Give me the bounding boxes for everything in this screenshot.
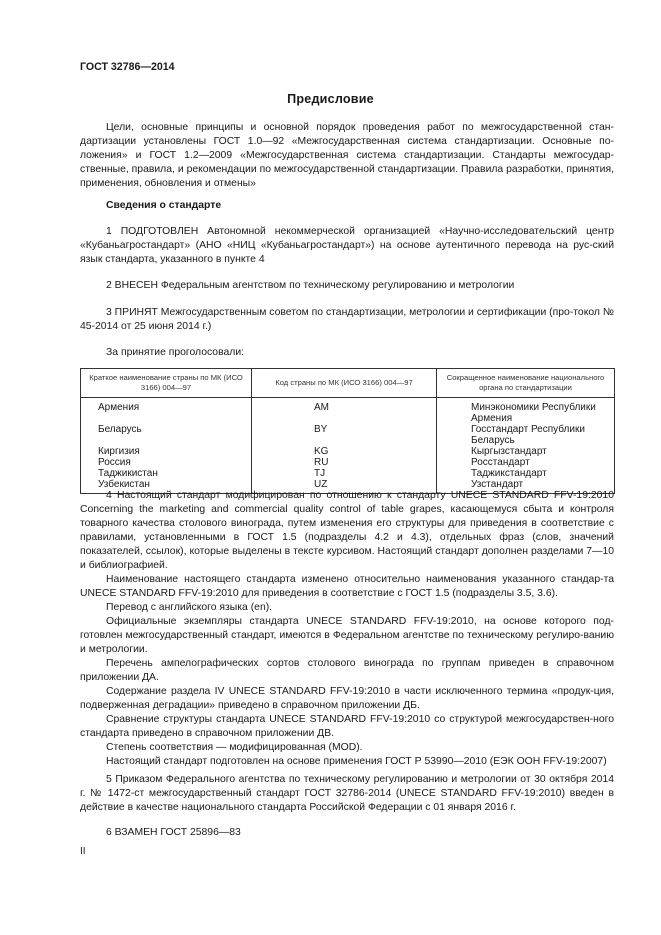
code-cell: AM (252, 398, 437, 425)
item-4-block (80, 489, 614, 769)
body-cell: Минэкономики Республики Армения (437, 398, 615, 425)
table-row (81, 424, 615, 446)
item-4-paragraph: Настоящий стандарт подготовлен на основе применения ГОСТ Р 53990—2010 (ЕЭК ООН FFV-19:2007) (106, 756, 607, 767)
intro-paragraph: Цели, основные принципы и основной порядок проведения работ по межгосударственной стан-дартизации установлены ГОСТ 1.0—92 «Межгосударственная система стандартизации. Основные по-ложения» и ГОСТ 1.2—2009 «Межгосударственная система стандартизации. Стандарты межгосудар-ственные, правила, и рекомендации по межгосударственной стандартизации. Правила разработки, принятия, применения, обновления и отмены» (80, 122, 614, 189)
voted-label: За принятие проголосовали: (106, 347, 245, 358)
item-4-paragraph: Официальные экземпляры стандарта UNECE STANDARD FFV-19:2010, на основе которого под-готовлен межгосударственный стандарт, имеются в Федеральном агентстве по техническому регулиро-ванию и метрологии. (80, 616, 614, 655)
item-4-paragraph: Перевод с английского языка (en). (106, 602, 273, 613)
country-cell: Россия (81, 457, 252, 468)
body-cell: Кыргызстандарт (437, 446, 615, 457)
body-cell: Госстандарт Республики Беларусь (437, 424, 615, 446)
code-cell: BY (252, 424, 437, 446)
intro-block (80, 121, 614, 191)
country-cell: Узбекистан (81, 479, 252, 494)
table-row (81, 398, 615, 425)
country-cell: Армения (81, 398, 252, 425)
item-2-paragraph: 2 ВНЕСЕН Федеральным агентством по техническому регулированию и метрологии (106, 280, 515, 291)
table-row (81, 468, 615, 479)
voted-block (80, 346, 614, 360)
body-cell: Таджикстандарт (437, 468, 615, 479)
item-5-paragraph: 5 Приказом Федерального агентства по техническому регулированию и метрологии от 30 октября 2014 г. № 1472-ст межгосударственный стандарт ГОСТ 32786-2014 (UNECE STANDARD FFV-19:2010) введен в действие в качестве национального стандарта Российской Федерации с 01 января 2016 г. (80, 774, 614, 813)
code-cell: UZ (252, 479, 437, 494)
country-cell: Таджикистан (81, 468, 252, 479)
body-cell: Узстандарт (437, 479, 615, 494)
page-number: II (80, 846, 86, 857)
item-4-paragraph: Содержание раздела IV UNECE STANDARD FFV-19:2010 в части исключенного термина «продук-ция, подверженная деградации» приведено в справочном приложении ДБ. (80, 686, 614, 711)
table-header-code: Код страны по МК (ИСО 3166) 004—97 (252, 369, 437, 398)
section-heading-block (80, 199, 614, 213)
item-5-block (80, 773, 614, 815)
page-title: Предисловие (287, 92, 374, 106)
item-4-paragraph: Наименование настоящего стандарта изменено относительно наименования указанного стандар-та UNECE STANDARD FFV-19:2010 для приведения в соответствие с ГОСТ 1.5 (подразделы 3.5, 3.6). (80, 574, 614, 599)
item-1-block (80, 225, 614, 267)
table-header-country: Краткое наименование страны по МК (ИСО 3166) 004—97 (81, 369, 252, 398)
table-row (81, 457, 615, 468)
code-cell: RU (252, 457, 437, 468)
body-cell: Росстандарт (437, 457, 615, 468)
item-2-block (80, 279, 614, 293)
code-cell: TJ (252, 468, 437, 479)
item-1-paragraph: 1 ПОДГОТОВЛЕН Автономной некоммерческой организацией «Научно-исследовательский центр «Кубаньагростандарт» (АНО «НИЦ «Кубаньагростандарт») на основе аутентичного перевода на рус-ский язык стандарта, указанного в пункте 4 (80, 226, 614, 265)
item-4-paragraph: 4 Настоящий стандарт модифицирован по отношению к стандарту UNECE STANDARD FFV-19:2010 Concerning the marketing and commercial quality control of table grapes, касающемуся сбыта и контроля товарного качества столового винограда, путем изменения его структуры для приведения в соответствие с правилами, установленными в ГОСТ 1.5 (подразделы 4.2 и 4.3), отдельных фраз (слов, значений показателей, ссылок), которые выделены в тексте курсивом. Настоящий стандарт дополнен разделами 7—10 и библиографией. (80, 490, 614, 571)
code-cell: KG (252, 446, 437, 457)
table-header-body: Сокращенное наименование национального органа по стандартизации (437, 369, 615, 398)
item-4-paragraph: Сравнение структуры стандарта UNECE STANDARD FFV-19:2010 со структурой межгосударствен-ного стандарта приведено в справочном приложении ДВ. (80, 714, 614, 739)
table-row (81, 446, 615, 457)
voting-table (80, 368, 615, 494)
item-4-paragraph: Степень соответствия — модифицированная (MOD). (106, 742, 363, 753)
country-cell: Киргизия (81, 446, 252, 457)
standard-header: ГОСТ 32786—2014 (80, 61, 175, 73)
item-4-paragraph: Перечень ампелографических сортов столового винограда по группам приведен в справочном приложении ДА. (80, 658, 614, 683)
table-header-row (81, 369, 615, 398)
country-cell: Беларусь (81, 424, 252, 446)
section-title: Сведения о стандарте (106, 200, 222, 211)
item-6-block (80, 826, 614, 840)
item-6-paragraph: 6 ВЗАМЕН ГОСТ 25896—83 (106, 827, 241, 838)
item-3-block (80, 306, 614, 334)
item-3-paragraph: 3 ПРИНЯТ Межгосударственным советом по стандартизации, метрологии и сертификации (про-токол № 45-2014 от 25 июня 2014 г.) (80, 307, 615, 332)
